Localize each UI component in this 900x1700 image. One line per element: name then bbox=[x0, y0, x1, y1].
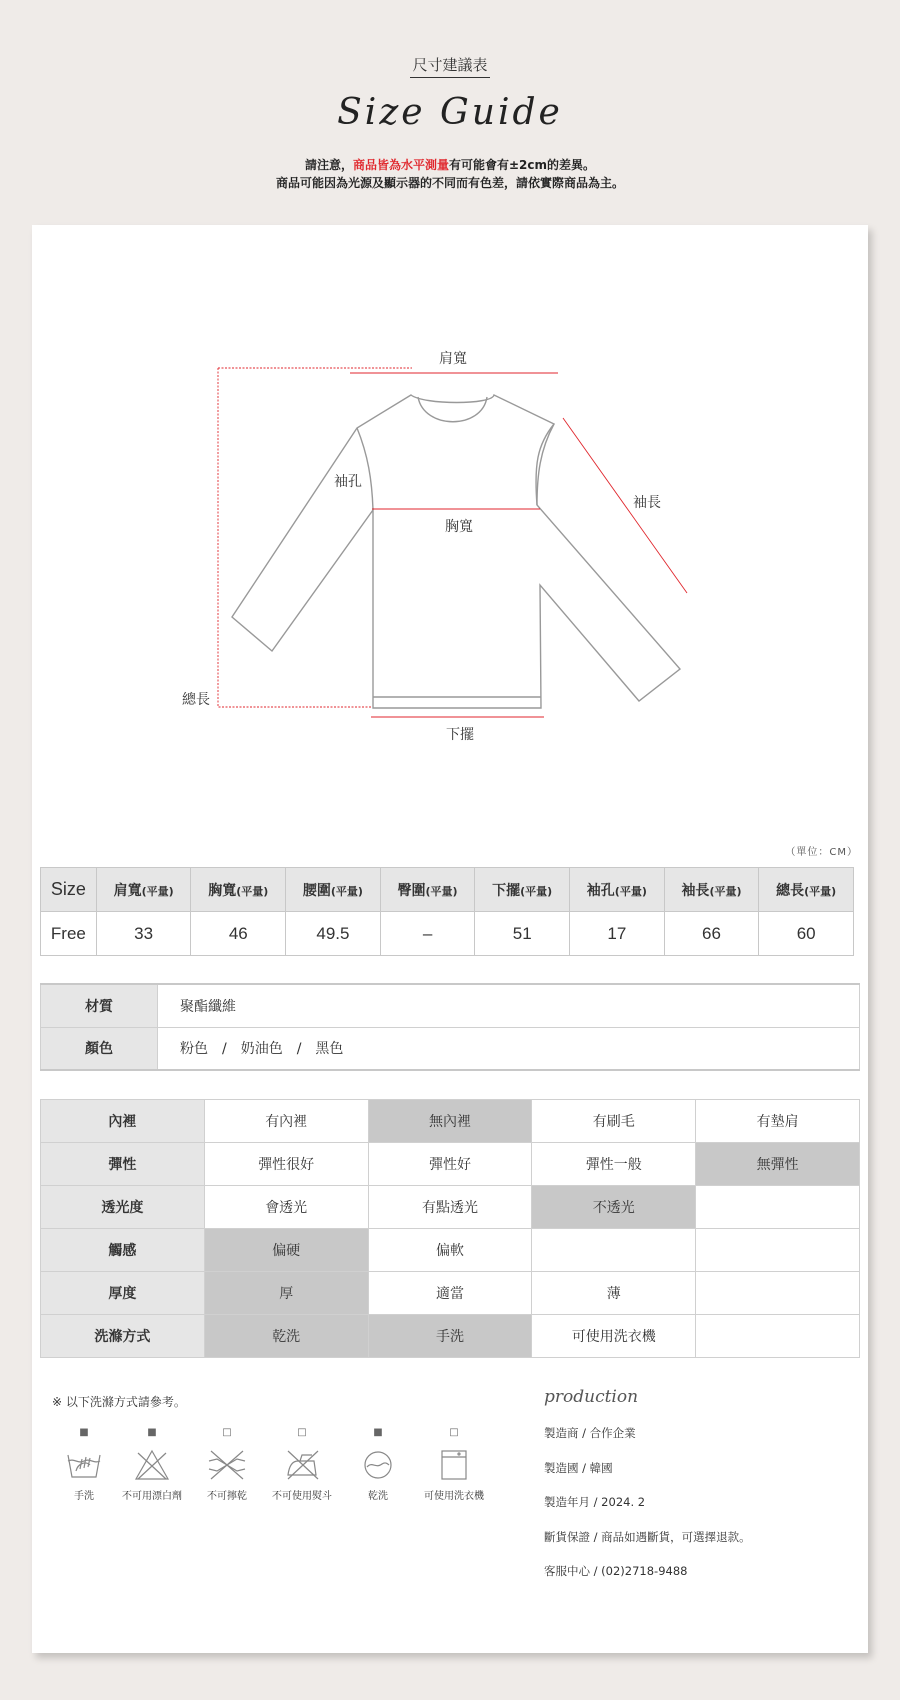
wash-mark: ■ bbox=[147, 1427, 157, 1438]
wash-note: ※ 以下洗滌方式請參考。 bbox=[52, 1395, 186, 1409]
wash-item-no-bleach: ■ 不可用漂白劑 bbox=[114, 1425, 190, 1502]
unit-label: （單位：CM） bbox=[785, 847, 858, 858]
no-wring-icon bbox=[207, 1449, 247, 1481]
notice-highlight: 商品皆為水平測量 bbox=[352, 158, 449, 172]
page-title: Size Guide bbox=[337, 92, 563, 133]
attribute-option bbox=[696, 1229, 860, 1272]
cell-length: 60 bbox=[759, 912, 854, 956]
attribute-label: 內裡 bbox=[41, 1100, 205, 1143]
hand-wash-icon bbox=[66, 1449, 102, 1481]
production-title: production bbox=[544, 1387, 639, 1407]
size-guide-card bbox=[32, 225, 868, 1653]
label-hem: 下擺 bbox=[446, 727, 474, 743]
size-header: Size bbox=[41, 868, 97, 912]
subtitle-zh: 尺寸建議表 bbox=[0, 54, 900, 75]
attribute-option: 適當 bbox=[368, 1272, 532, 1315]
attribute-row bbox=[41, 1186, 860, 1229]
label-armhole: 袖孔 bbox=[334, 474, 362, 490]
cell-hem: 51 bbox=[475, 912, 570, 956]
attribute-option: 有刷毛 bbox=[532, 1100, 696, 1143]
cell-armhole: 17 bbox=[570, 912, 665, 956]
attribute-option: 彈性很好 bbox=[204, 1143, 368, 1186]
header-shoulder: 肩寬(平量) bbox=[96, 868, 191, 912]
header-hem: 下擺(平量) bbox=[475, 868, 570, 912]
attribute-option bbox=[696, 1272, 860, 1315]
attribute-option-selected: 無彈性 bbox=[696, 1143, 860, 1186]
attribute-label: 厚度 bbox=[41, 1272, 205, 1315]
color-label: 顏色 bbox=[41, 1027, 158, 1070]
attribute-option bbox=[696, 1315, 860, 1358]
label-sleeve: 袖長 bbox=[633, 495, 661, 511]
country: 製造國 / 韓國 bbox=[544, 1460, 613, 1475]
wash-item-machine-wash: □ 可使用洗衣機 bbox=[416, 1425, 492, 1502]
attribute-option bbox=[696, 1186, 860, 1229]
attribute-option: 有內裡 bbox=[204, 1100, 368, 1143]
cell-sleeve: 66 bbox=[664, 912, 759, 956]
wash-item-no-iron: □ 不可使用熨斗 bbox=[264, 1425, 340, 1502]
page-header bbox=[0, 0, 900, 220]
attribute-option: 薄 bbox=[532, 1272, 696, 1315]
material-table bbox=[40, 983, 860, 1071]
material-label: 材質 bbox=[41, 984, 158, 1027]
length-line bbox=[218, 368, 412, 707]
sleeve-line bbox=[563, 418, 687, 593]
header-length: 總長(平量) bbox=[759, 868, 854, 912]
header-hip: 臀圍(平量) bbox=[380, 868, 475, 912]
header-chest: 胸寬(平量) bbox=[191, 868, 286, 912]
label-chest: 胸寬 bbox=[445, 519, 473, 535]
attribute-option-selected: 手洗 bbox=[368, 1315, 532, 1358]
cell-hip: – bbox=[380, 912, 475, 956]
color-row bbox=[41, 1027, 860, 1070]
wash-symbols bbox=[46, 1425, 496, 1525]
attribute-row bbox=[41, 1143, 860, 1186]
wash-item-hand-wash: ■ 手洗 bbox=[46, 1425, 122, 1502]
attribute-option bbox=[532, 1229, 696, 1272]
size-table-header bbox=[41, 868, 854, 912]
attribute-option: 有點透光 bbox=[368, 1186, 532, 1229]
stock-guarantee: 斷貨保證 / 商品如遇斷貨，可選擇退款。 bbox=[544, 1529, 751, 1544]
notice-line-2: 商品可能因為光源及顯示器的不同而有色差，請依實際商品為主。 bbox=[275, 176, 624, 190]
attribute-row bbox=[41, 1100, 860, 1143]
attribute-row bbox=[41, 1272, 860, 1315]
machine-wash-icon bbox=[436, 1449, 472, 1481]
wash-item-no-wring: □ 不可擰乾 bbox=[189, 1425, 265, 1502]
attribute-option: 可使用洗衣機 bbox=[532, 1315, 696, 1358]
attribute-label: 彈性 bbox=[41, 1143, 205, 1186]
attribute-option: 彈性一般 bbox=[532, 1143, 696, 1186]
garment-diagram bbox=[32, 225, 868, 845]
label-length: 總長 bbox=[182, 692, 210, 708]
manufacture-date: 製造年月 / 2024. 2 bbox=[544, 1495, 646, 1509]
attribute-option-selected: 偏硬 bbox=[204, 1229, 368, 1272]
cell-shoulder: 33 bbox=[96, 912, 191, 956]
attribute-table bbox=[40, 1099, 860, 1358]
attribute-option: 有墊肩 bbox=[696, 1100, 860, 1143]
table-row bbox=[41, 912, 854, 956]
header-sleeve: 袖長(平量) bbox=[664, 868, 759, 912]
cell-waist: 49.5 bbox=[286, 912, 381, 956]
material-row bbox=[41, 984, 860, 1027]
customer-service: 客服中心 / (02)2718-9488 bbox=[544, 1564, 688, 1578]
manufacturer: 製造商 / 合作企業 bbox=[544, 1426, 636, 1440]
wash-mark: □ bbox=[297, 1427, 307, 1438]
attribute-option-selected: 乾洗 bbox=[204, 1315, 368, 1358]
header-waist: 腰圍(平量) bbox=[286, 868, 381, 912]
material-value: 聚酯纖維 bbox=[158, 984, 860, 1027]
notice bbox=[0, 156, 900, 192]
cell-chest: 46 bbox=[191, 912, 286, 956]
size-value: Free bbox=[41, 912, 97, 956]
size-table bbox=[40, 867, 854, 956]
wash-mark: ■ bbox=[79, 1427, 89, 1438]
production-info bbox=[544, 1425, 751, 1598]
attribute-label: 透光度 bbox=[41, 1186, 205, 1229]
attribute-label: 觸感 bbox=[41, 1229, 205, 1272]
wash-mark: □ bbox=[449, 1427, 459, 1438]
color-value: 粉色 / 奶油色 / 黑色 bbox=[158, 1027, 860, 1070]
attribute-label: 洗滌方式 bbox=[41, 1315, 205, 1358]
no-iron-icon bbox=[284, 1449, 320, 1481]
wash-item-dry-clean: ■ 乾洗 bbox=[340, 1425, 416, 1502]
attribute-option: 彈性好 bbox=[368, 1143, 532, 1186]
label-shoulder: 肩寬 bbox=[439, 351, 467, 367]
attribute-option-selected: 厚 bbox=[204, 1272, 368, 1315]
notice-line-1: 請注意，商品皆為水平測量有可能會有±2cm的差異。 bbox=[304, 158, 596, 172]
attribute-option: 偏軟 bbox=[368, 1229, 532, 1272]
attribute-option-selected: 無內裡 bbox=[368, 1100, 532, 1143]
wash-mark: □ bbox=[222, 1427, 232, 1438]
wash-mark: ■ bbox=[373, 1427, 383, 1438]
attribute-option: 會透光 bbox=[204, 1186, 368, 1229]
header-armhole: 袖孔(平量) bbox=[570, 868, 665, 912]
attribute-row bbox=[41, 1315, 860, 1358]
attribute-option-selected: 不透光 bbox=[532, 1186, 696, 1229]
dry-clean-icon bbox=[360, 1449, 396, 1481]
attribute-row bbox=[41, 1229, 860, 1272]
no-bleach-icon bbox=[134, 1449, 170, 1481]
